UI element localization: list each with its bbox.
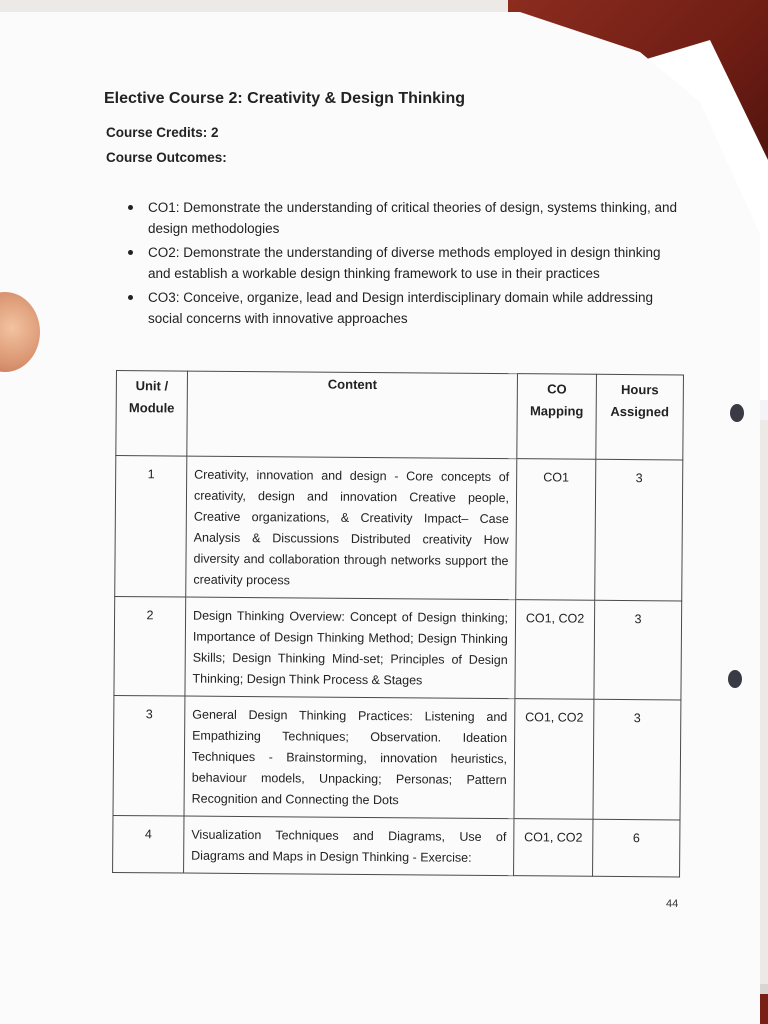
cell-co: CO1, CO2	[514, 699, 594, 820]
outcome-item: CO2: Demonstrate the understanding of diverse methods employed in design thinking and establish a workable design thinking framework to use in their practices	[126, 242, 686, 284]
cell-hours: 3	[594, 600, 682, 700]
header-hours: Hours Assigned	[596, 374, 684, 460]
cell-content: Creativity, innovation and design - Core concepts of creativity, design and innovation Creative people, Creative organizations, & Creativity Impact– Case Analysis & Discussions Distributed creativity How diversity and collaboration through networks support the creativity process	[186, 456, 517, 600]
course-outcomes-heading: Course Outcomes:	[106, 150, 227, 165]
page-number: 44	[666, 898, 679, 910]
outcome-item: CO3: Conceive, organize, lead and Design interdisciplinary domain while addressing social concerns with innovative approaches	[126, 287, 686, 329]
cell-hours: 3	[593, 699, 681, 820]
cell-co: CO1, CO2	[515, 600, 595, 700]
header-unit: Unit / Module	[116, 371, 188, 457]
cell-hours: 3	[595, 459, 683, 601]
table-row	[113, 815, 680, 876]
table-row	[114, 596, 682, 699]
cell-hours: 6	[593, 819, 680, 877]
outcomes-list	[126, 197, 686, 332]
cell-unit: 2	[114, 596, 186, 696]
course-credits: Course Credits: 2	[106, 125, 219, 140]
header-co-mapping: CO Mapping	[517, 374, 597, 460]
cell-content: General Design Thinking Practices: Listening and Empathizing Techniques; Observation. Ideation Techniques - Brainstorming, innovation heuristics, behaviour models, Unpacking; Personas; Pattern Recognition and Connecting the Dots	[184, 696, 515, 819]
cell-unit: 4	[113, 815, 184, 873]
table-row	[115, 456, 683, 601]
cell-unit: 3	[113, 695, 185, 816]
cell-unit: 1	[115, 456, 187, 598]
course-title: Elective Course 2: Creativity & Design Thinking	[104, 90, 465, 107]
syllabus-table	[112, 370, 684, 877]
table-row	[113, 695, 681, 819]
header-content: Content	[187, 371, 518, 459]
cell-co: CO1, CO2	[514, 819, 593, 877]
cell-co: CO1	[516, 459, 596, 601]
cell-content: Design Thinking Overview: Concept of Design thinking; Importance of Design Thinking Method; Design Thinking Skills; Design Thinking Mind-set; Principles of Design Thinking; Design Think Process & Stages	[185, 597, 516, 699]
table-header-row	[116, 371, 684, 460]
outcome-item: CO1: Demonstrate the understanding of critical theories of design, systems thinking, and design methodologies	[126, 197, 686, 239]
cell-content: Visualization Techniques and Diagrams, Use of Diagrams and Maps in Design Thinking - Exercise:	[184, 816, 514, 876]
